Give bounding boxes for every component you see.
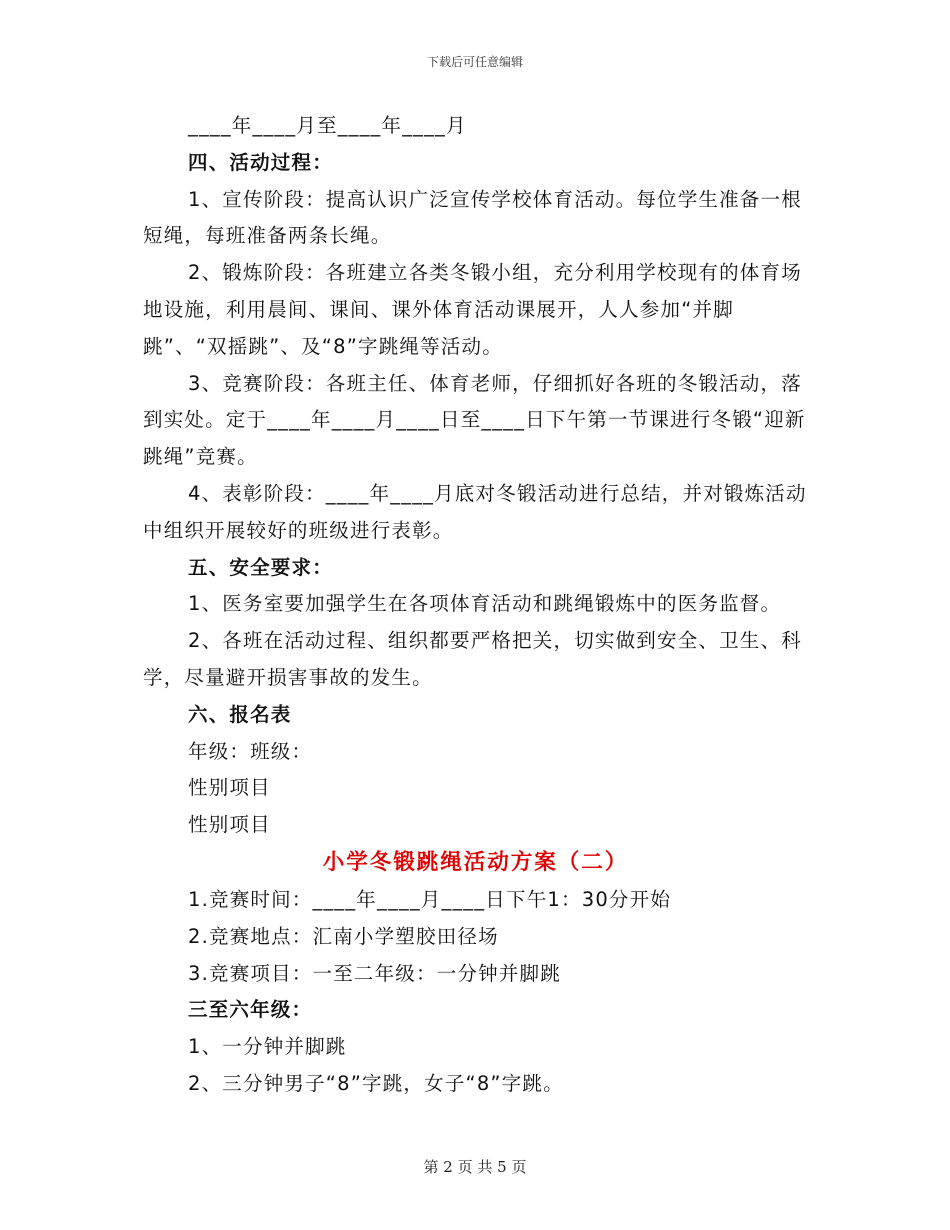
page-footer: 第 2 页 共 5 页 (423, 1158, 527, 1176)
event-item-1: 1、一分钟并脚跳 (188, 1035, 347, 1059)
section-heading-safety: 五、安全要求： (188, 555, 333, 579)
competition-location: 2.竞赛地点：汇南小学塑胶田径场 (188, 924, 499, 948)
section-heading-registration: 六、报名表 (188, 702, 292, 726)
grades-three-to-six-heading: 三至六年级： (188, 998, 313, 1022)
competition-time: 1.竞赛时间：____年____月____日下午1：30分开始 (188, 887, 672, 911)
document-title-part-2: 小学冬锻跳绳活动方案（二） (322, 849, 629, 875)
competition-events: 3.竞赛项目：一至二年级：一分钟并脚跳 (188, 961, 561, 985)
paragraph-training-stage: 2、锻炼阶段：各班建立各类冬锻小组，充分利用学校现有的体育场地设施，利用晨间、课间、课外体育活动课展开，人人参加“并脚跳”、“双摇跳”、及“8”字跳绳等活动。 (143, 261, 802, 358)
paragraph-publicity-stage: 1、宣传阶段：提高认识广泛宣传学校体育活动。每位学生准备一根短绳，每班准备两条长绳。 (143, 187, 802, 248)
registration-grade-class: 年级：班级： (188, 739, 313, 763)
event-item-2: 2、三分钟男子“8”字跳，女子“8”字跳。 (188, 1071, 564, 1095)
paragraph-safety-2: 2、各班在活动过程、组织都要严格把关，切实做到安全、卫生、科学，尽量避开损害事故的发生。 (143, 629, 802, 689)
registration-gender-item-2: 性别项目 (188, 813, 271, 837)
document-body (143, 108, 808, 1103)
registration-gender-item-1: 性别项目 (188, 776, 271, 800)
paragraph-competition-stage: 3、竞赛阶段：各班主任、体育老师，仔细抓好各班的冬锻活动，落到实处。定于____年____月____日至____日下午第一节课进行冬锻“迎新跳绳”竞赛。 (143, 371, 806, 469)
date-range-line: ____年____月至____年____月 (188, 114, 467, 137)
paragraph-commendation-stage: 4、表彰阶段：____年____月底对冬锻活动进行总结，并对锻炼活动中组织开展较好的班级进行表彰。 (143, 481, 807, 542)
section-heading-process: 四、活动过程： (188, 150, 333, 174)
page-header: 下载后可任意编辑 (426, 55, 523, 69)
paragraph-safety-1: 1、医务室要加强学生在各项体育活动和跳绳锻炼中的医务监督。 (188, 592, 782, 616)
